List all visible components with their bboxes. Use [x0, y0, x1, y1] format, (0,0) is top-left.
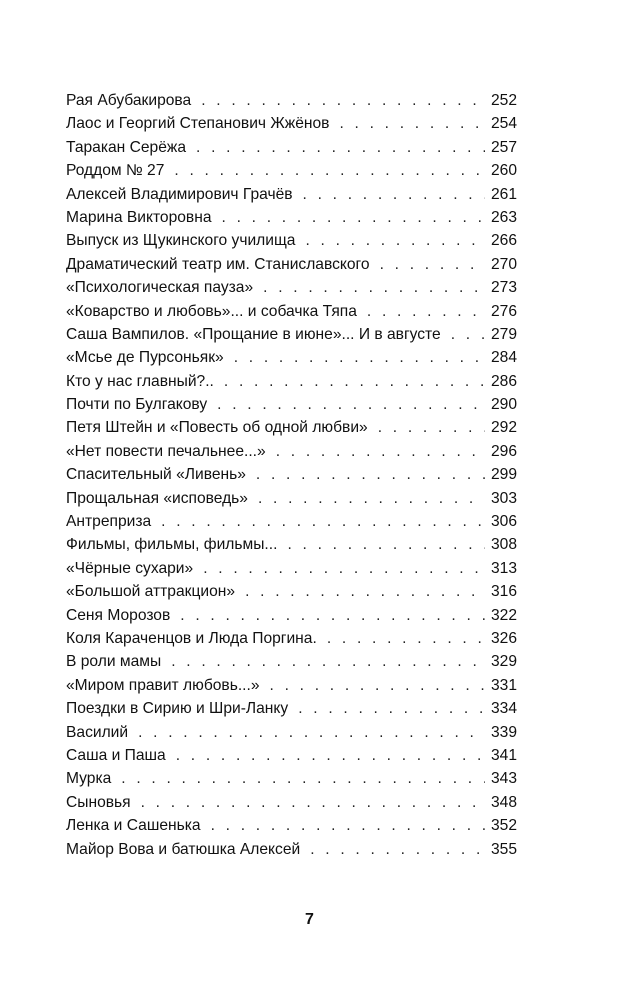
toc-entry [66, 416, 517, 439]
toc-entry-page: 252 [490, 92, 517, 109]
toc-entry-title: «Мсье де Пурсоньяк» [66, 349, 224, 367]
toc-entry-page: 329 [490, 653, 517, 671]
toc-entry-page: 322 [490, 606, 517, 624]
dot-leader [211, 814, 485, 837]
toc-entry-page: 331 [490, 676, 517, 694]
toc-entry-title: Лаос и Георгий Степанович Жжёнов [66, 115, 330, 133]
toc-entry [66, 697, 517, 720]
toc-entry-page: 352 [490, 817, 517, 835]
toc-entry-page: 266 [490, 232, 517, 250]
toc-entry [66, 229, 517, 252]
dot-leader [380, 253, 485, 276]
toc-entry-title: «Большой аттракцион» [66, 583, 236, 601]
toc-entry-page: 260 [490, 162, 517, 180]
dot-leader [378, 416, 485, 439]
toc-entry [66, 744, 517, 767]
toc-entry-title: «Чёрные сухари» [66, 559, 194, 577]
toc-entry-title: Сеня Морозов [66, 606, 171, 624]
toc-entry [66, 440, 517, 463]
toc-entry-title: Почти по Булгакову [66, 396, 208, 414]
toc-entry-title: Василий [66, 723, 129, 741]
toc-entry-title: «Коварство и любовь»... и собачка Тяпа [66, 302, 357, 320]
toc-entry [66, 604, 517, 627]
toc-entry [66, 183, 517, 206]
toc-entry-page: 270 [490, 255, 517, 273]
toc-entry-title: Поездки в Сирию и Шри-Ланку [66, 700, 289, 718]
toc-entry-page: 290 [490, 396, 517, 414]
toc-entry-title: «Миром правит любовь...» [66, 676, 260, 694]
toc-entry-page: 276 [490, 302, 517, 320]
toc-entry [66, 627, 517, 650]
dot-leader [196, 136, 485, 159]
toc-entry [66, 393, 517, 416]
dot-leader [327, 627, 485, 650]
toc-entry-page: 296 [490, 442, 517, 460]
dot-leader [305, 229, 484, 252]
toc-entry [66, 533, 517, 556]
toc-entry-title: Драматический театр им. Станиславского [66, 255, 370, 273]
toc-entry [66, 650, 517, 673]
toc-entry-page: 292 [490, 419, 517, 437]
toc-entry-page: 341 [490, 746, 517, 764]
toc-entry-page: 263 [490, 208, 517, 226]
toc-entry-title: «Психологическая пауза» [66, 279, 254, 297]
toc-entry-title: Марина Викторовна [66, 208, 212, 226]
toc-entry [66, 300, 517, 323]
dot-leader [121, 767, 485, 790]
toc-entry [66, 463, 517, 486]
toc-entry-page: 326 [490, 629, 517, 647]
toc-entry [66, 346, 517, 369]
page-number: 7 [305, 911, 314, 928]
toc-entry [66, 791, 517, 814]
toc-entry [66, 721, 517, 744]
dot-leader [222, 206, 485, 229]
dot-leader [339, 112, 485, 135]
toc-entry [66, 674, 517, 697]
toc-entry-title: Роддом № 27 [66, 162, 165, 180]
toc-entry-page: 254 [490, 115, 517, 133]
dot-leader [310, 838, 485, 861]
dot-leader [224, 370, 485, 393]
toc-entry [66, 253, 517, 276]
toc-entry-title: Сыновья [66, 793, 131, 811]
toc-entry [66, 112, 517, 135]
toc-entry-page: 279 [490, 325, 517, 343]
dot-leader [203, 557, 485, 580]
toc-entry-page: 306 [490, 513, 517, 531]
dot-leader [176, 744, 485, 767]
dot-leader [303, 183, 485, 206]
dot-leader [234, 346, 485, 369]
dot-leader [171, 650, 485, 673]
dot-leader [180, 604, 485, 627]
toc-entry-page: 261 [490, 185, 517, 203]
toc-entry [66, 557, 517, 580]
toc-entry-title: Таракан Серёжа [66, 138, 187, 156]
toc-entry [66, 136, 517, 159]
dot-leader [174, 159, 485, 182]
toc-entry-title: Саша Вампилов. «Прощание в июне»... И в августе [66, 325, 441, 343]
toc-entry-title: Алексей Владимирович Грачёв [66, 185, 293, 203]
toc-entry [66, 370, 517, 393]
dot-leader [217, 393, 485, 416]
toc-entry-page: 257 [490, 138, 517, 156]
toc-entry-title: Рая Абубакирова [66, 92, 192, 109]
dot-leader [298, 697, 485, 720]
dot-leader [263, 276, 485, 299]
toc-entry-title: Фильмы, фильмы, фильмы... [66, 536, 278, 554]
toc-entry-title: Антреприза [66, 513, 152, 531]
toc-entry [66, 580, 517, 603]
toc-entry-title: Спасительный «Ливень» [66, 466, 246, 484]
dot-leader [276, 440, 485, 463]
dot-leader [367, 300, 485, 323]
toc-entry [66, 487, 517, 510]
toc-entry [66, 838, 517, 861]
toc-entry-page: 273 [490, 279, 517, 297]
toc-entry-title: Петя Штейн и «Повесть об одной любви» [66, 419, 368, 437]
toc-entry [66, 767, 517, 790]
dot-leader [201, 89, 485, 112]
table-of-contents [66, 89, 517, 861]
toc-entry [66, 159, 517, 182]
toc-entry [66, 510, 517, 533]
dot-leader [451, 323, 485, 346]
toc-entry-page: 343 [490, 770, 517, 788]
toc-entry-title: Ленка и Сашенька [66, 817, 201, 835]
dot-leader [270, 674, 485, 697]
toc-entry-page: 313 [490, 559, 517, 577]
toc-entry-title: «Нет повести печальнее...» [66, 442, 266, 460]
toc-entry-page: 316 [490, 583, 517, 601]
dot-leader [245, 580, 485, 603]
dot-leader [258, 487, 485, 510]
toc-entry-page: 308 [490, 536, 517, 554]
toc-entry-title: Майор Вова и батюшка Алексей [66, 840, 301, 858]
toc-entry-page: 284 [490, 349, 517, 367]
toc-entry [66, 814, 517, 837]
toc-entry-page: 334 [490, 700, 517, 718]
dot-leader [138, 721, 485, 744]
toc-entry-title: Выпуск из Щукинского училища [66, 232, 296, 250]
toc-entry [66, 323, 517, 346]
toc-entry-title: Кто у нас главный?.. [66, 372, 214, 390]
toc-entry-title: Мурка [66, 770, 112, 788]
toc-entry-page: 299 [490, 466, 517, 484]
toc-entry-page: 286 [490, 372, 517, 390]
toc-entry [66, 89, 517, 112]
toc-entry-title: Прощальная «исповедь» [66, 489, 248, 507]
toc-entry-page: 303 [490, 489, 517, 507]
toc-entry-title: Коля Караченцов и Люда Поргина. [66, 629, 317, 647]
toc-entry-page: 355 [490, 840, 517, 858]
dot-leader [256, 463, 485, 486]
toc-entry-title: В роли мамы [66, 653, 162, 671]
toc-entry-page: 339 [490, 723, 517, 741]
toc-entry [66, 276, 517, 299]
dot-leader [141, 791, 485, 814]
dot-leader [287, 533, 485, 556]
toc-entry-title: Саша и Паша [66, 746, 166, 764]
toc-entry-page: 348 [490, 793, 517, 811]
dot-leader [161, 510, 485, 533]
toc-entry [66, 206, 517, 229]
